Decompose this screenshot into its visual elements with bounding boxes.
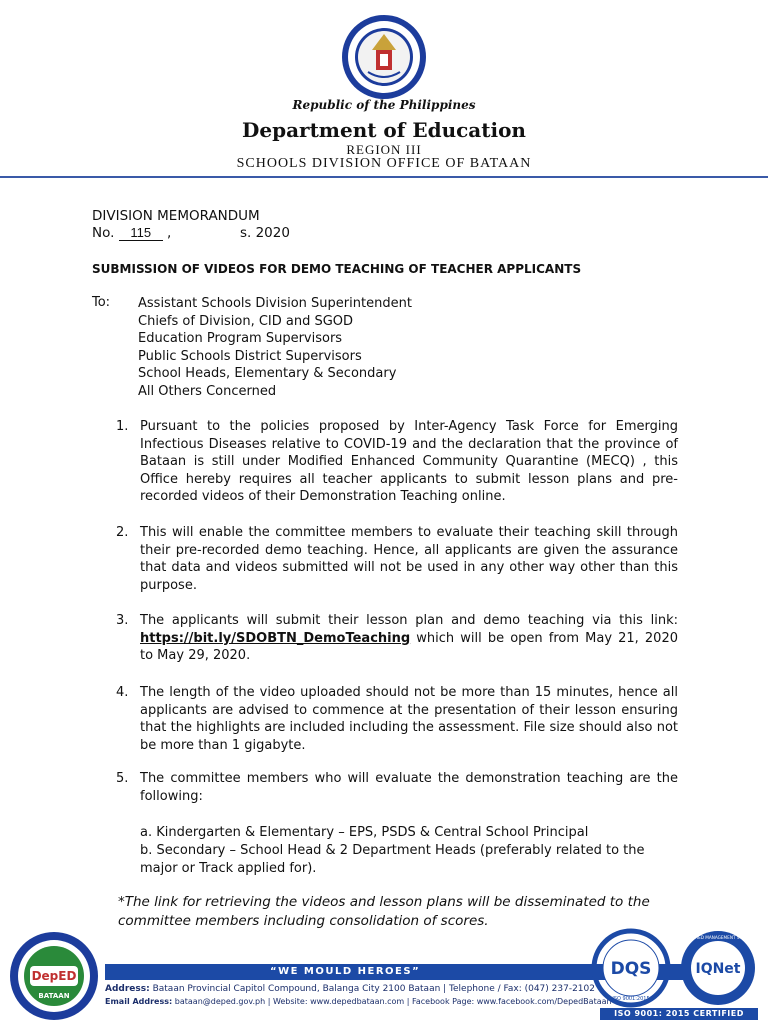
recipient-item: School Heads, Elementary & Secondary [138,366,397,382]
paragraph-1 [118,418,678,506]
office-heading: SCHOOLS DIVISION OFFICE OF BATAAN [236,156,532,171]
iso-certified-bar: ISO 9001: 2015 CERTIFIED [600,1008,758,1020]
recipient-item: Education Program Supervisors [138,331,343,347]
memo-no-label: No. [92,225,115,241]
paragraph-number: 4. [116,685,129,700]
deped-bataan-logo-icon [8,930,100,1022]
recipient-item: Chiefs of Division, CID and SGOD [138,313,354,329]
paragraph-2 [118,524,678,594]
paragraph-text: This will enable the committee members to evaluate their teaching skill through their pre-recorded demo teaching. Hence, all applicants are given the assurance that data and videos submitted will not be used in any other way other than this purpose. [140,525,678,593]
footer-email [105,997,612,1006]
motto: “WE MOULD HEROES” [270,966,421,977]
memo-number: 115 [119,225,163,241]
iqnet-caption: CERTIFIED MANAGEMENT SYSTEM [682,935,754,940]
paragraph-number: 2. [116,525,129,540]
recipient-item: All Others Concerned [138,383,277,399]
paragraph-5 [118,770,678,805]
deped-logo-sub: BATAAN [38,992,70,1000]
memo-subject: SUBMISSION OF VIDEOS FOR DEMO TEACHING OF TEACHER APPLICANTS [92,262,582,276]
paragraph-number: 5. [116,771,129,786]
recipient-item: Assistant Schools Division Superintendent [138,296,412,311]
recipient-list [138,295,412,401]
paragraph-number: 1. [116,419,129,434]
paragraph-3 [118,612,678,665]
dqs-caption: ISO 9001:2015 [612,996,650,1002]
iqnet-certification-icon [676,928,760,1008]
deped-seal-icon [324,12,444,102]
address-text: Bataan Provincial Capitol Compound, Balanga City 2100 Bataan | Telephone / Fax: (047) 237-2102 [152,984,595,994]
email-text: bataan@deped.gov.ph | Website: www.depedbataan.com | Facebook Page: www.facebook.com/DepedBataan [174,997,612,1006]
to-label: To: [92,295,111,310]
email-label: Email Address: [105,997,173,1006]
paragraph-4 [118,684,678,754]
paragraph-text: The length of the video uploaded should not be more than 15 minutes, hence all applicants are advised to commence at the presentation of their lesson ensuring that the highlights are included including the assessment. File size should also not be more than 1 gigabyte. [140,685,678,753]
deped-logo-text: DepED [31,969,77,983]
dqs-certification-icon [588,928,674,1008]
paragraph-text: Pursuant to the policies proposed by Inter-Agency Task Force for Emerging Infectious Diseases relative to COVID-19 and the declaration that the province of Bataan is still under Modified Enhanced Community Quarantine (MECQ) , this Office hereby requires all teacher applicants to submit lesson plans and pre-recorded videos of their Demonstration Teaching online. [140,419,678,505]
dqs-text: DQS [610,959,652,979]
department-heading: Department of Education [242,118,526,142]
paragraph-number: 3. [116,613,129,628]
paragraph-text [140,612,678,665]
note: *The link for retrieving the videos and lesson plans will be disseminated to the committee members including consolidation of scores. [118,894,650,929]
region-heading: REGION III [346,142,422,157]
paragraph-text: The committee members who will evaluate the demonstration teaching are the following: [140,771,678,804]
paragraph-text-b: which will be open from May 21, 2020 to May 29, 2020. [140,630,678,664]
republic-heading: Republic of the Philippines [292,98,476,112]
memo-number-line [92,225,290,241]
memo-type: DIVISION MEMORANDUM [92,208,260,224]
recipient-item: Public Schools District Supervisors [138,348,362,364]
committee-secondary: b. Secondary – School Head & 2 Department Heads (preferably related to the major or Track applied for). [140,843,645,876]
paragraph-text-a: The applicants will submit their lesson plan and demo teaching via this link: [140,613,678,628]
address-label: Address: [105,984,150,994]
footer-address [105,984,595,994]
header-divider [0,176,768,178]
submission-link[interactable]: https://bit.ly/SDOBTN_DemoTeaching [140,630,411,646]
memo-series: , s. 2020 [167,225,290,241]
iqnet-text: IQNet [695,961,741,977]
committee-elementary: a. Kindergarten & Elementary – EPS, PSDS & Central School Principal [140,825,589,840]
